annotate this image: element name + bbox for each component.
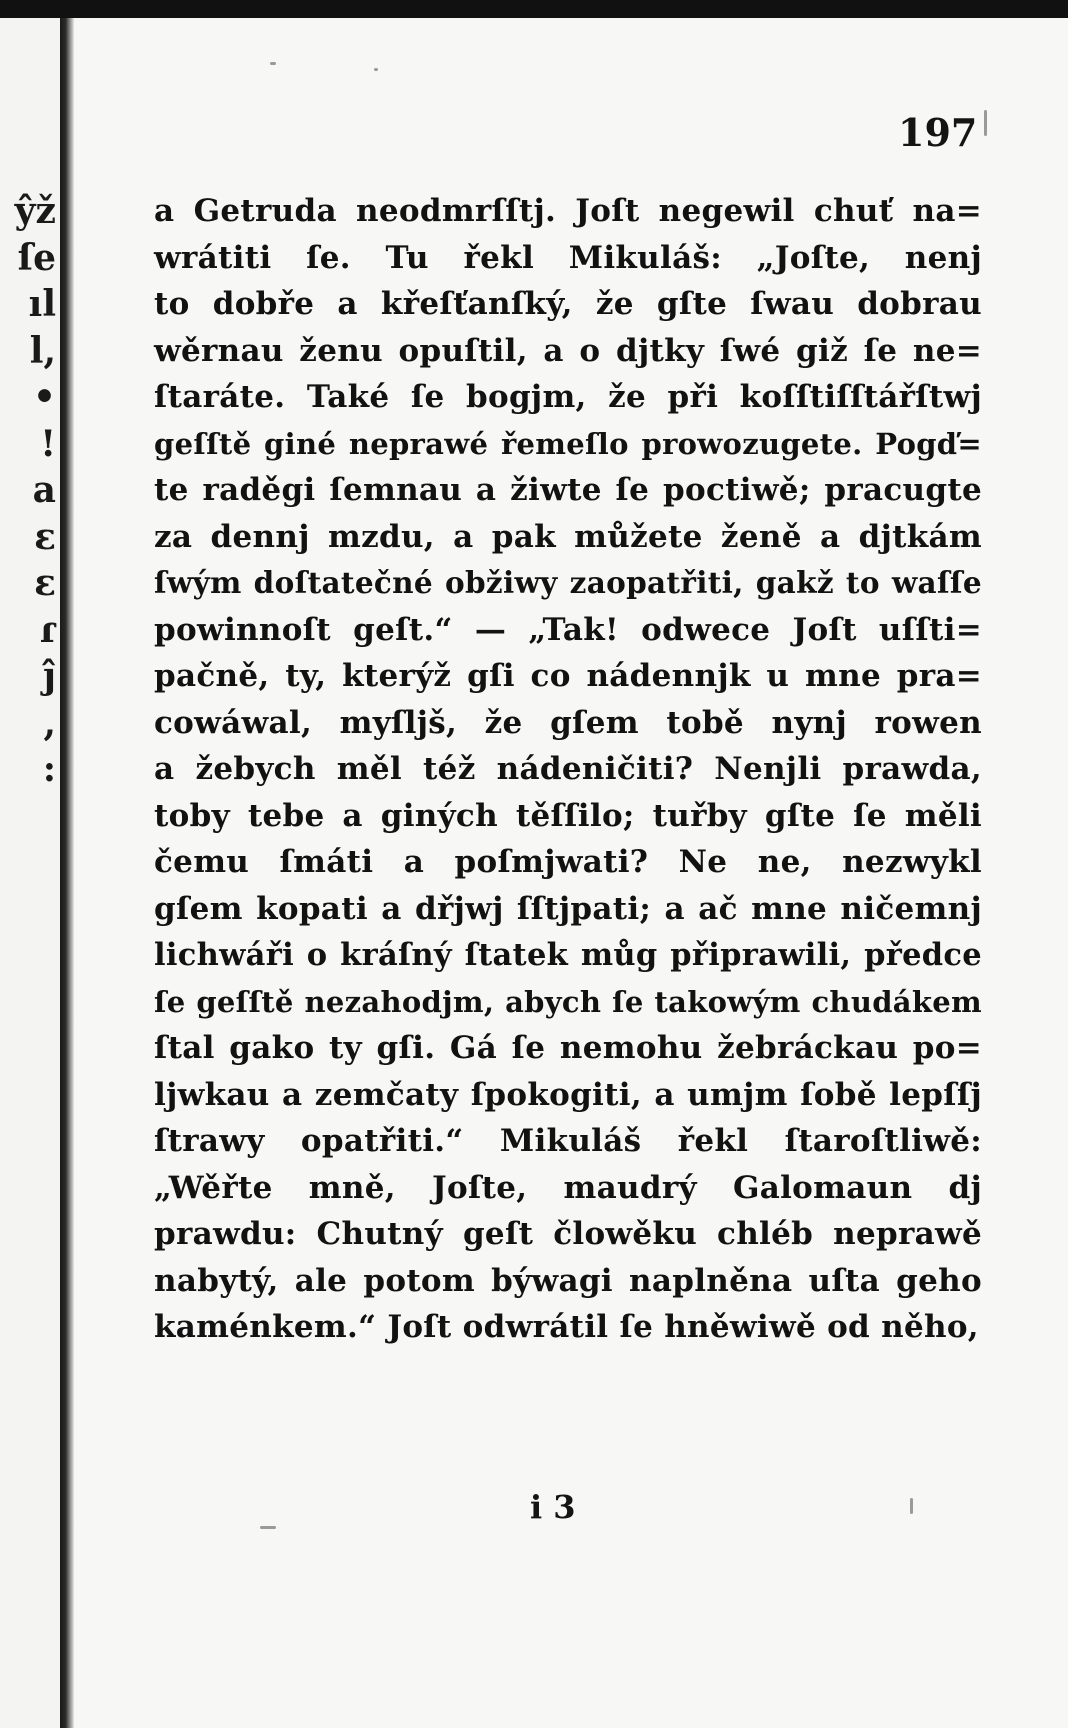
facing-fragment: ĵ (42, 655, 56, 697)
paper-speck (910, 1498, 913, 1514)
facing-fragment: , (43, 701, 56, 744)
text-line: geſſtě giné neprawé řemeſlo prowozugete. Pogď= (154, 426, 982, 461)
text-line: powinnoſt geſt.“ — „Tak! odwece Joſt uſſti= (154, 611, 982, 648)
paper-speck (260, 1526, 276, 1529)
book-gutter (60, 18, 74, 1728)
facing-page-edge (0, 18, 60, 1728)
text-line: te raděgi ſemnau a žiwte ſe poctiwě; pracugte (154, 472, 982, 508)
text-line: čemu ſmáti a poſmjwati? Ne ne, nezwykl (154, 844, 982, 880)
page-number: 197 (898, 110, 978, 155)
text-line: za dennj mzdu, a pak můžete ženě a djtkám (154, 518, 982, 555)
text-line: wrátiti ſe. Tu řekl Mikuláš: „Joſte, nenj (154, 239, 982, 276)
facing-fragment: a (32, 469, 56, 511)
text-line: ljwkau a zemčaty ſpokogiti, a umjm ſobě lepſſj (154, 1076, 982, 1113)
text-line: wěrnau ženu opuſtil, a o djtky ſwé giž ſe ne= (154, 332, 982, 369)
facing-fragment: ŷž (14, 190, 56, 232)
text-line: to dobře a křeſťanſký, že gſte ſwau dobrau (154, 286, 982, 322)
paper-speck (374, 68, 378, 71)
text-line: ſwým doſtatečné obžiwy zaopatřiti, gakž to waſſe (154, 565, 982, 600)
facing-fragment: ɾ (39, 608, 56, 651)
text-line: nabytý, ale potom býwagi naplněna uſta geho (154, 1262, 982, 1299)
facing-fragment: ɛ (34, 562, 56, 604)
text-line: prawdu: Chutný geſt člowěku chléb neprawě (154, 1216, 982, 1252)
signature-mark: i 3 (530, 1488, 576, 1526)
paper-speck (270, 62, 276, 65)
text-line: toby tebe a giných těſſilo; tuřby gſte ſe měli (154, 797, 982, 834)
text-line: lichwáři o kráſný ſtatek můg připrawili, předce (154, 937, 982, 973)
text-line: ſtal gako ty gſi. Gá ſe nemohu žebráckau po= (154, 1030, 982, 1066)
text-line: ſtrawy opatřiti.“ Mikuláš řekl ſtaroſtliwě: (154, 1123, 982, 1159)
text-line: gſem kopati a dřjwj ſſtjpati; a ač mne ničemnj (154, 890, 982, 927)
text-line: ſe geſſtě nezahodjm, abych ſe takowým chudákem (154, 984, 982, 1019)
text-line: ſtaráte. Také ſe bogjm, že při koſſtiſſtářſtwj (154, 379, 982, 415)
text-line: pačně, ty, kterýž gſi co nádennjk u mne pra= (154, 658, 982, 694)
facing-page-fragments (0, 188, 60, 793)
page-body-text (154, 188, 982, 1351)
text-line: a Getruda neodmrſſtj. Joſt negewil chuť na= (154, 193, 982, 229)
book-page (74, 18, 1068, 1728)
facing-fragment: ɛ (34, 515, 56, 558)
facing-fragment: ıl (28, 283, 56, 325)
text-line: kaménkem.“ Joſt odwrátil ſe hněwiwě od něho, (154, 1309, 979, 1345)
facing-fragment: : (42, 748, 56, 790)
facing-fragment: ! (40, 422, 56, 465)
scan-border (0, 0, 1068, 18)
facing-fragment: • (32, 376, 56, 418)
text-line: cowáwal, myſljš, že gſem tobě nynj rowen (154, 704, 982, 741)
text-line: „Wěřte mně, Joſte, maudrý Galomaun dj (154, 1169, 982, 1206)
text-line: a žebych měl též nádeničiti? Nenjli prawda, (154, 751, 982, 787)
facing-fragment: l, (29, 329, 56, 372)
facing-fragment: ſe (17, 236, 56, 279)
